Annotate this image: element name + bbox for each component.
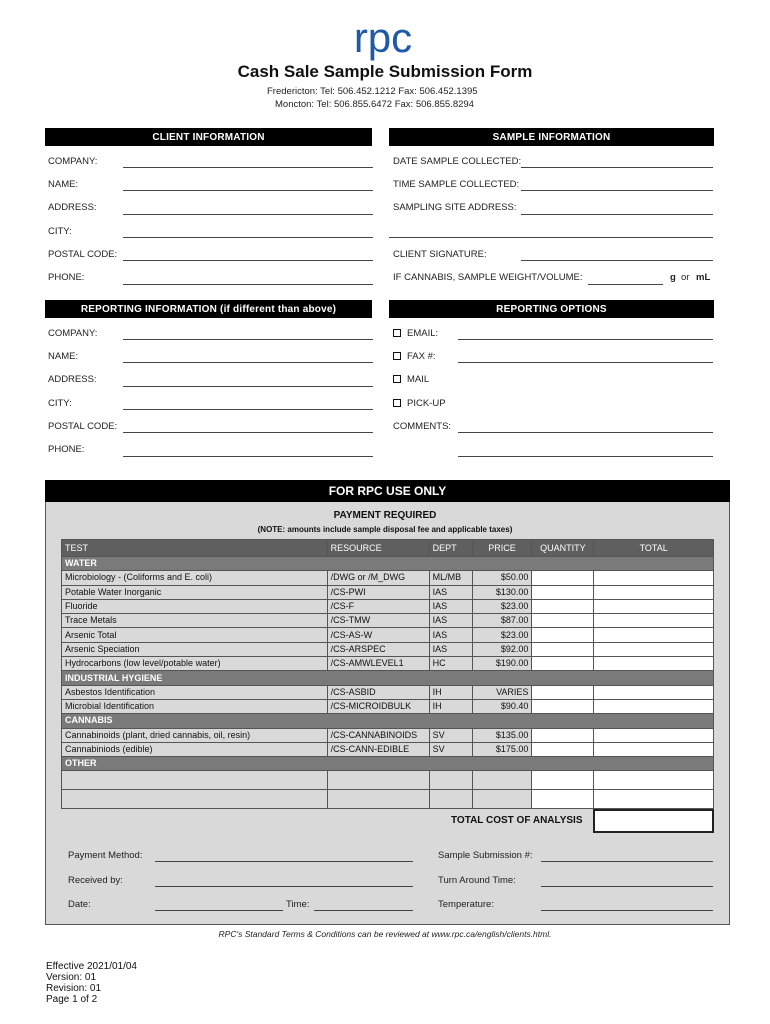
section-industrial: INDUSTRIAL HYGIENE	[62, 671, 714, 685]
report-company-label: COMPANY:	[48, 328, 98, 339]
resource-cell: /CS-ASBID	[327, 685, 429, 699]
other-resource-cell[interactable]	[327, 771, 429, 790]
price-cell: $23.00	[472, 599, 532, 613]
turnaround-label: Turn Around Time:	[438, 875, 516, 886]
svg-text:rpc: rpc	[353, 22, 413, 61]
price-cell: $175.00	[472, 742, 532, 756]
unit-ml: mL	[696, 272, 711, 283]
reporting-info-header: REPORTING INFORMATION (if different than above)	[45, 300, 372, 318]
rpc-logo	[330, 22, 436, 62]
price-cell: $90.40	[472, 699, 532, 713]
total-cell[interactable]	[594, 685, 714, 699]
unit-g: g	[670, 272, 676, 283]
qty-cell[interactable]	[532, 642, 594, 656]
table-row	[62, 628, 714, 642]
date-collected-label: DATE SAMPLE COLLECTED:	[393, 156, 522, 167]
resource-cell: /DWG or /M_DWG	[327, 571, 429, 585]
other-qty-cell[interactable]	[532, 771, 594, 790]
test-cell: Hydrocarbons (low level/potable water)	[62, 657, 328, 671]
table-row	[62, 585, 714, 599]
total-cell[interactable]	[594, 585, 714, 599]
dept-cell: IH	[429, 685, 472, 699]
report-name-field[interactable]	[123, 362, 373, 363]
table-row	[62, 642, 714, 656]
version: Version: 01	[46, 972, 97, 983]
mail-option-label: MAIL	[407, 374, 430, 385]
client-postal-label: POSTAL CODE:	[48, 249, 118, 260]
received-by-label: Received by:	[68, 875, 123, 886]
other-dept-cell[interactable]	[429, 790, 472, 809]
table-row	[62, 699, 714, 713]
table-row	[62, 728, 714, 742]
rpc-use-only-header: FOR RPC USE ONLY	[45, 480, 730, 502]
mail-checkbox[interactable]	[393, 375, 401, 383]
qty-cell[interactable]	[532, 728, 594, 742]
qty-cell[interactable]	[532, 699, 594, 713]
table-row	[62, 657, 714, 671]
report-address-field[interactable]	[123, 386, 373, 387]
water-rows	[62, 571, 714, 671]
moncton-contact: Moncton: Tel: 506.855.6472 Fax: 506.855.8294	[275, 99, 474, 110]
cannabis-rows	[62, 728, 714, 757]
dept-cell: HC	[429, 657, 472, 671]
qty-cell[interactable]	[532, 742, 594, 756]
client-info-header: CLIENT INFORMATION	[45, 128, 372, 146]
other-test-cell[interactable]	[62, 771, 328, 790]
sample-info-header: SAMPLE INFORMATION	[389, 128, 714, 146]
client-address-label: ADDRESS:	[48, 202, 97, 213]
qty-cell[interactable]	[532, 571, 594, 585]
client-city-field[interactable]	[123, 237, 373, 238]
price-cell: $190.00	[472, 657, 532, 671]
pickup-checkbox[interactable]	[393, 399, 401, 407]
page-number: Page 1 of 2	[46, 994, 98, 1005]
price-table	[61, 539, 714, 809]
temperature-field[interactable]	[541, 910, 713, 911]
test-cell: Potable Water Inorganic	[62, 585, 328, 599]
col-quantity: QUANTITY	[532, 540, 594, 557]
comments-field-2[interactable]	[458, 456, 713, 457]
col-total: TOTAL	[594, 540, 714, 557]
other-qty-cell[interactable]	[532, 790, 594, 809]
dept-cell: SV	[429, 742, 472, 756]
section-water: WATER	[62, 557, 714, 571]
resource-cell: /CS-CANN-EDIBLE	[327, 742, 429, 756]
table-header-row	[62, 540, 714, 557]
dept-cell: IAS	[429, 628, 472, 642]
dept-cell: ML/MB	[429, 571, 472, 585]
test-cell: Trace Metals	[62, 614, 328, 628]
report-name-label: NAME:	[48, 351, 79, 362]
other-total-cell[interactable]	[594, 790, 714, 809]
price-cell: $50.00	[472, 571, 532, 585]
terms-note: RPC's Standard Terms & Conditions can be reviewed at www.rpc.ca/english/clients.html.	[218, 929, 552, 939]
test-cell: Asbestos Identification	[62, 685, 328, 699]
resource-cell: /CS-CANNABINOIDS	[327, 728, 429, 742]
other-resource-cell[interactable]	[327, 790, 429, 809]
client-postal-field[interactable]	[123, 260, 373, 261]
pickup-option-label: PICK-UP	[407, 398, 446, 409]
client-city-label: CITY:	[48, 226, 72, 237]
effective-date: Effective 2021/01/04	[46, 961, 137, 972]
report-address-label: ADDRESS:	[48, 374, 97, 385]
time-label: Time:	[286, 899, 310, 910]
client-phone-field[interactable]	[123, 284, 373, 285]
cannabis-weight-label: IF CANNABIS, SAMPLE WEIGHT/VOLUME:	[393, 272, 583, 283]
client-name-field[interactable]	[123, 190, 373, 191]
other-price-cell[interactable]	[472, 790, 532, 809]
unit-or: or	[681, 272, 690, 283]
time-field[interactable]	[314, 910, 413, 911]
submission-number-label: Sample Submission #:	[438, 850, 533, 861]
date-field[interactable]	[155, 910, 283, 911]
pickup-option[interactable]	[393, 398, 446, 409]
other-dept-cell[interactable]	[429, 771, 472, 790]
total-cell[interactable]	[594, 571, 714, 585]
qty-cell[interactable]	[532, 628, 594, 642]
qty-cell[interactable]	[532, 614, 594, 628]
total-cell[interactable]	[594, 728, 714, 742]
other-test-cell[interactable]	[62, 790, 328, 809]
reporting-options-header: REPORTING OPTIONS	[389, 300, 714, 318]
date-collected-field[interactable]	[521, 167, 713, 168]
total-cell[interactable]	[594, 642, 714, 656]
report-city-label: CITY:	[48, 398, 72, 409]
comments-field[interactable]	[458, 432, 713, 433]
col-test: TEST	[62, 540, 328, 557]
total-cost-field[interactable]	[593, 809, 714, 833]
fax-field[interactable]	[458, 362, 713, 363]
resource-cell: /CS-AMWLEVEL1	[327, 657, 429, 671]
client-phone-label: PHONE:	[48, 272, 85, 283]
price-cell: $92.00	[472, 642, 532, 656]
industrial-rows	[62, 685, 714, 714]
email-option-label: EMAIL:	[407, 328, 439, 339]
time-collected-field[interactable]	[521, 190, 713, 191]
document-meta	[46, 961, 137, 1005]
sampling-site-field-2[interactable]	[389, 237, 713, 238]
client-company-label: COMPANY:	[48, 156, 98, 167]
resource-cell: /CS-AS-W	[327, 628, 429, 642]
total-cell[interactable]	[594, 657, 714, 671]
temperature-label: Temperature:	[438, 899, 494, 910]
sampling-site-label: SAMPLING SITE ADDRESS:	[393, 202, 517, 213]
client-address-field[interactable]	[123, 214, 373, 215]
test-cell: Arsenic Total	[62, 628, 328, 642]
resource-cell: /CS-ARSPEC	[327, 642, 429, 656]
price-cell: VARIES	[472, 685, 532, 699]
dept-cell: IAS	[429, 585, 472, 599]
table-row	[62, 685, 714, 699]
client-company-field[interactable]	[123, 167, 373, 168]
dept-cell: IAS	[429, 614, 472, 628]
resource-cell: /CS-TMW	[327, 614, 429, 628]
payment-method-field[interactable]	[155, 861, 413, 862]
form-title: Cash Sale Sample Submission Form	[237, 62, 533, 81]
other-row-1	[62, 771, 714, 790]
report-phone-label: PHONE:	[48, 444, 85, 455]
total-cell[interactable]	[594, 699, 714, 713]
fax-option[interactable]	[393, 351, 436, 362]
qty-cell[interactable]	[532, 599, 594, 613]
test-cell: Cannabinoids (plant, dried cannabis, oil, resin)	[62, 728, 328, 742]
other-row-2	[62, 790, 714, 809]
payment-note: (NOTE: amounts include sample disposal fee and applicable taxes)	[257, 525, 513, 534]
test-cell: Cannabiniods (edible)	[62, 742, 328, 756]
price-cell: $130.00	[472, 585, 532, 599]
turnaround-field[interactable]	[541, 886, 713, 887]
dept-cell: IAS	[429, 642, 472, 656]
section-cannabis: CANNABIS	[62, 714, 714, 728]
test-cell: Arsenic Speciation	[62, 642, 328, 656]
fredericton-contact: Fredericton: Tel: 506.452.1212 Fax: 506.452.1395	[267, 86, 478, 97]
payment-method-label: Payment Method:	[68, 850, 143, 861]
table-row	[62, 571, 714, 585]
resource-cell: /CS-F	[327, 599, 429, 613]
client-signature-label: CLIENT SIGNATURE:	[393, 249, 487, 260]
test-cell: Fluoride	[62, 599, 328, 613]
time-collected-label: TIME SAMPLE COLLECTED:	[393, 179, 520, 190]
submission-number-field[interactable]	[541, 861, 713, 862]
price-cell: $87.00	[472, 614, 532, 628]
sampling-site-field[interactable]	[521, 214, 713, 215]
dept-cell: IH	[429, 699, 472, 713]
email-checkbox[interactable]	[393, 329, 401, 337]
qty-cell[interactable]	[532, 657, 594, 671]
report-postal-field[interactable]	[123, 432, 373, 433]
col-price: PRICE	[472, 540, 532, 557]
mail-option[interactable]	[393, 374, 429, 385]
price-cell: $135.00	[472, 728, 532, 742]
report-city-field[interactable]	[123, 409, 373, 410]
col-dept: DEPT	[429, 540, 472, 557]
qty-cell[interactable]	[532, 685, 594, 699]
received-by-field[interactable]	[155, 886, 413, 887]
resource-cell: /CS-MICROIDBULK	[327, 699, 429, 713]
dept-cell: SV	[429, 728, 472, 742]
other-price-cell[interactable]	[472, 771, 532, 790]
fax-option-label: FAX #:	[407, 351, 436, 362]
resource-cell: /CS-PWI	[327, 585, 429, 599]
col-resource: RESOURCE	[327, 540, 429, 557]
cannabis-weight-field[interactable]	[588, 284, 663, 285]
table-row	[62, 614, 714, 628]
total-cell[interactable]	[594, 599, 714, 613]
dept-cell: IAS	[429, 599, 472, 613]
report-company-field[interactable]	[123, 339, 373, 340]
price-cell: $23.00	[472, 628, 532, 642]
email-field[interactable]	[458, 339, 713, 340]
total-cost-label: TOTAL COST OF ANALYSIS	[451, 815, 583, 826]
revision: Revision: 01	[46, 983, 102, 994]
total-cell[interactable]	[594, 614, 714, 628]
test-cell: Microbial Identification	[62, 699, 328, 713]
payment-required-title: PAYMENT REQUIRED	[333, 510, 437, 521]
table-row	[62, 599, 714, 613]
client-name-label: NAME:	[48, 179, 79, 190]
test-cell: Microbiology - (Coliforms and E. coli)	[62, 571, 328, 585]
table-row	[62, 742, 714, 756]
qty-cell[interactable]	[532, 585, 594, 599]
comments-label: COMMENTS:	[393, 421, 452, 432]
email-option[interactable]	[393, 328, 438, 339]
total-cell[interactable]	[594, 742, 714, 756]
total-cell[interactable]	[594, 628, 714, 642]
report-phone-field[interactable]	[123, 456, 373, 457]
other-total-cell[interactable]	[594, 771, 714, 790]
report-postal-label: POSTAL CODE:	[48, 421, 118, 432]
fax-checkbox[interactable]	[393, 352, 401, 360]
date-label: Date:	[68, 899, 91, 910]
client-signature-field[interactable]	[521, 260, 713, 261]
section-other: OTHER	[62, 757, 714, 771]
